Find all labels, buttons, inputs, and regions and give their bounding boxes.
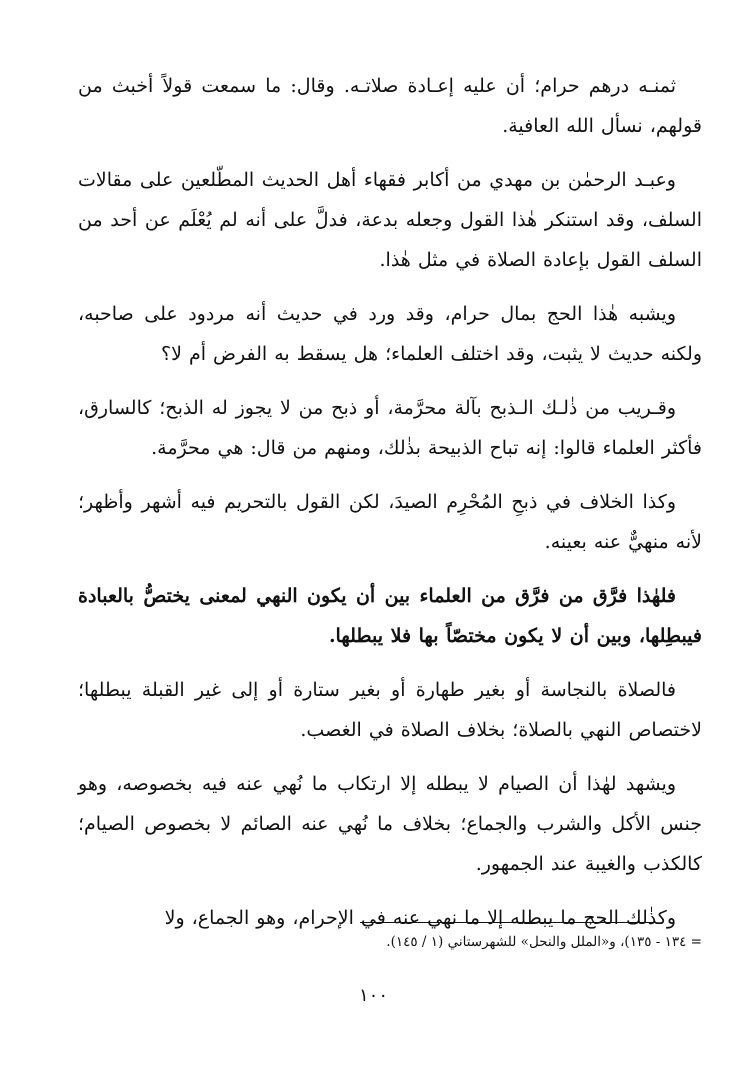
paragraph-6-bold: فلهٰذا فرَّق من فرَّق من العلماء بين أن يكون النهي لمعنى يختصُّ بالعبادة فيبطِلها، وبين أن لا يكون مختصّاً بها فلا يبطلها. [78, 585, 702, 647]
paragraph-2: وعبـد الرحمٰن بن مهدي من أكابر فقهاء أهل الحديث المطّلعين على مقالات السلف، وقد استنكر هٰذا القول وجعله بدعة، فدلَّ على أنه لم يُعْلَم عن أحد من السلف القول بإعادة الصلاة في مثل هٰذا. [78, 169, 702, 271]
paragraph-4: وقـريب من ذٰلـك الـذبح بآلة محرَّمة، أو ذبح من لا يجوز له الذبح؛ كالسارق، فأكثر العلماء قالوا: إنه تباح الذبيحة بذٰلك، ومنهم من قال: هي محرَّمة. [78, 397, 702, 459]
paragraph-3: ويشبه هٰذا الحج بمال حرام، وقد ورد في حديث أنه مردود على صاحبه، ولكنه حديث لا يثبت، وقد اختلف العلماء؛ هل يسقط به الفرض أم لا؟ [78, 303, 702, 365]
footnote: = ١٣٤ - ١٣٥)، و«الملل والنحل» للشهرستاني (١ / ١٤٥). [386, 934, 702, 950]
paragraph-1: ثمنـه درهم حرام؛ أن عليه إعـادة صلاتـه. وقال: ما سمعت قولاً أخبث من قولهم، نسأل الله العافية. [78, 75, 702, 137]
paragraph-9: وكذٰلك الحج ما يبطله إلا ما نهي عنه في الإحرام، وهو الجماع، ولا [164, 907, 676, 929]
paragraph-8: ويشهد لهٰذا أن الصيام لا يبطله إلا ارتكاب ما نُهي عنه فيه بخصوصه، وهو جنس الأكل والشرب والجماع؛ بخلاف ما نُهي عنه الصائم لا بخصوص الصيام؛ كالكذب والغيبة عند الجمهور. [78, 773, 702, 875]
page-number: ١٠٠ [358, 985, 388, 1006]
footnote-divider [360, 922, 655, 923]
body-text [78, 66, 702, 952]
paragraph-7: فالصلاة بالنجاسة أو بغير طهارة أو بغير ستارة أو إلى غير القبلة يبطلها؛ لاختصاص النهي بالصلاة؛ بخلاف الصلاة في الغصب. [78, 679, 702, 741]
paragraph-5: وكذا الخلاف في ذبحِ المُحْرِم الصيدَ، لكن القول بالتحريم فيه أشهر وأظهر؛ لأنه منهيٌّ عنه بعينه. [78, 491, 702, 553]
